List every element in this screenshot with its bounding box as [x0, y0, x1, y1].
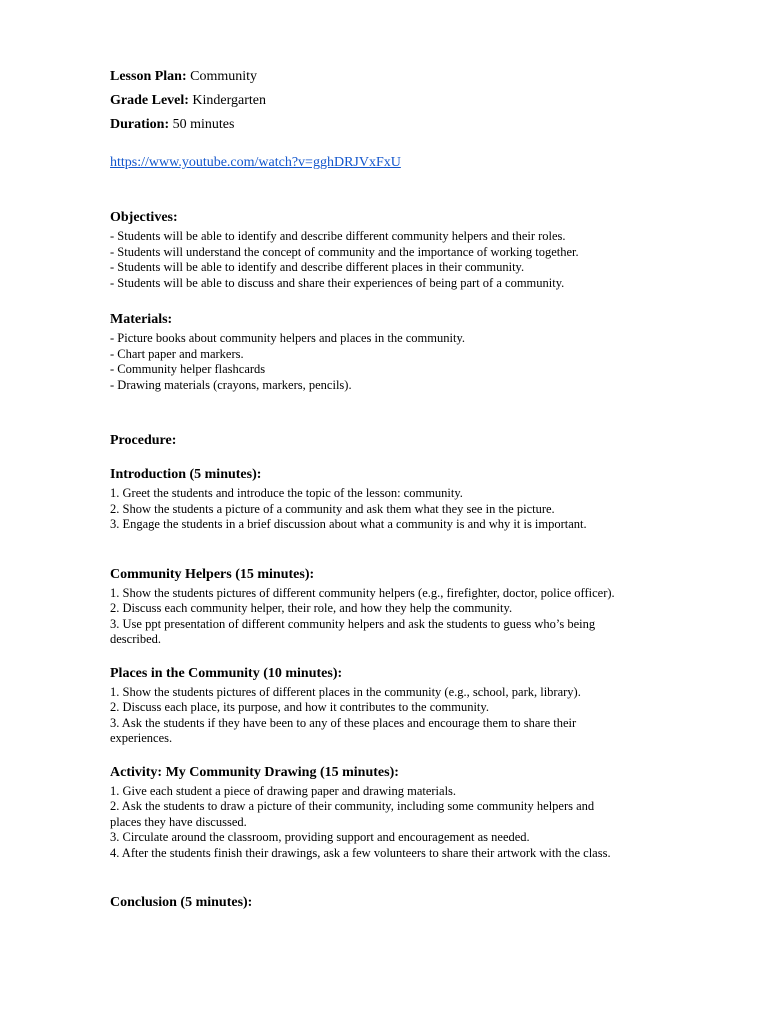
lesson-plan-value: Community — [186, 69, 258, 84]
community-helpers-step: 2. Discuss each community helper, their role, and how they help the community. — [110, 601, 513, 615]
places-step: 3. Ask the students if they have been to any of these places and encourage them to share their — [110, 715, 577, 730]
places-heading: Places in the Community (10 minutes): — [110, 665, 343, 681]
grade-level-line — [110, 92, 710, 110]
procedure-section — [110, 432, 710, 450]
material-item: - Picture books about community helpers and places in the community. — [110, 331, 466, 345]
duration-value: 50 minutes — [169, 117, 235, 132]
objectives-section — [110, 209, 710, 291]
community-helpers-list — [110, 586, 710, 648]
places-section — [110, 665, 710, 747]
introduction-section — [110, 466, 710, 533]
materials-list — [110, 331, 710, 393]
lesson-plan-label: Lesson Plan: — [110, 69, 187, 84]
grade-level-value: Kindergarten — [188, 93, 267, 108]
activity-step: 3. Circulate around the classroom, providing support and encouragement as needed. — [110, 830, 530, 844]
material-item: - Chart paper and markers. — [110, 346, 244, 361]
objective-item: - Students will understand the concept of community and the importance of working together. — [110, 244, 579, 259]
introduction-step: 3. Engage the students in a brief discussion about what a community is and why it is important. — [110, 517, 587, 531]
community-helpers-heading: Community Helpers (15 minutes): — [110, 566, 315, 582]
introduction-step: 2. Show the students a picture of a community and ask them what they see in the picture. — [110, 501, 555, 516]
activity-step: places they have discussed. — [110, 814, 247, 829]
activity-step: 2. Ask the students to draw a picture of their community, including some community helpers and — [110, 799, 595, 813]
activity-heading: Activity: My Community Drawing (15 minutes): — [110, 764, 399, 780]
material-item: - Community helper flashcards — [110, 362, 266, 376]
conclusion-section — [110, 894, 710, 912]
introduction-heading: Introduction (5 minutes): — [110, 467, 262, 482]
duration-line — [110, 116, 710, 134]
community-helpers-step: described. — [110, 632, 162, 646]
conclusion-heading: Conclusion (5 minutes): — [110, 895, 253, 910]
video-link[interactable]: https://www.youtube.com/watch?v=gghDRJVxFxU — [110, 155, 401, 170]
activity-list — [110, 784, 710, 862]
places-step: 1. Show the students pictures of different places in the community (e.g., school, park, library). — [110, 684, 581, 699]
places-step: 2. Discuss each place, its purpose, and how it contributes to the community. — [110, 700, 489, 714]
materials-section — [110, 311, 710, 393]
activity-step: 4. After the students finish their drawings, ask a few volunteers to share their artwork with the class. — [110, 845, 611, 860]
lesson-plan-line — [110, 68, 710, 86]
objective-item: - Students will be able to identify and describe different community helpers and their roles. — [110, 229, 566, 243]
places-list — [110, 685, 710, 747]
duration-label: Duration: — [110, 117, 170, 132]
community-helpers-section — [110, 566, 710, 648]
objectives-list — [110, 229, 710, 291]
objectives-heading: Objectives: — [110, 210, 178, 225]
community-helpers-step: 3. Use ppt presentation of different community helpers and ask the students to guess who’s being — [110, 616, 596, 631]
material-item: - Drawing materials (crayons, markers, pencils). — [110, 377, 352, 392]
objective-item: - Students will be able to discuss and share their experiences of being part of a community. — [110, 275, 565, 290]
document-page — [110, 68, 710, 912]
introduction-list — [110, 486, 710, 533]
places-step: experiences. — [110, 731, 173, 745]
activity-section — [110, 764, 710, 862]
grade-level-label: Grade Level: — [110, 93, 189, 108]
introduction-step: 1. Greet the students and introduce the topic of the lesson: community. — [110, 486, 463, 500]
objective-item: - Students will be able to identify and describe different places in their community. — [110, 260, 525, 274]
activity-step: 1. Give each student a piece of drawing paper and drawing materials. — [110, 783, 457, 798]
procedure-heading: Procedure: — [110, 433, 177, 448]
materials-heading: Materials: — [110, 312, 173, 327]
community-helpers-step: 1. Show the students pictures of different community helpers (e.g., firefighter, doctor, police officer). — [110, 585, 615, 600]
